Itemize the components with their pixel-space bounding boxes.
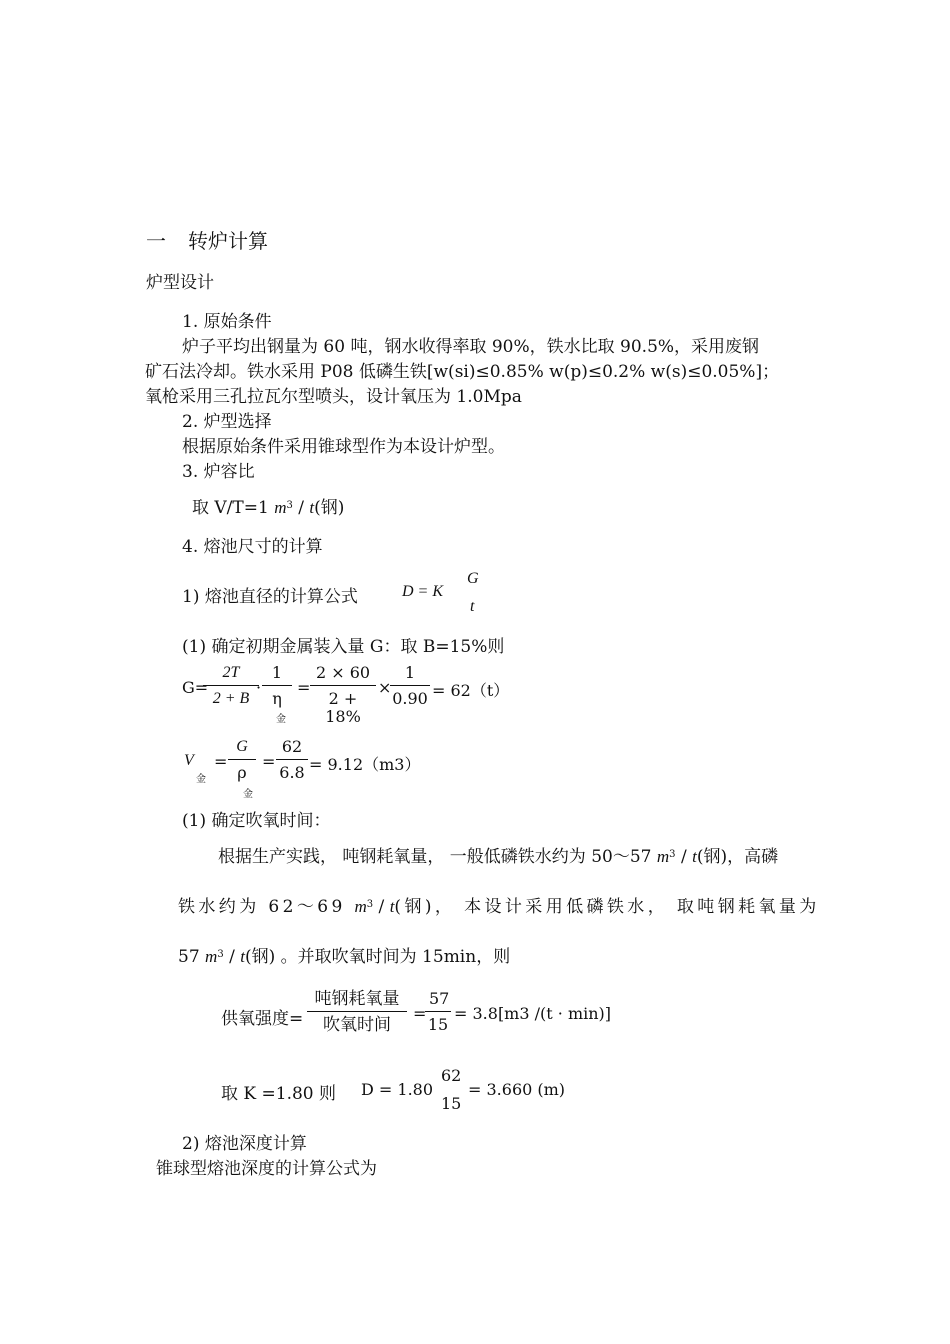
oxygen-line-3-text: 57 — [178, 947, 206, 967]
diameter-formula-den: t — [470, 598, 475, 615]
diameter-formula-label: 1) 熔池直径的计算公式 — [182, 587, 358, 607]
v-frac-2-num: 62 — [276, 738, 308, 760]
s3-unit-exp: 3 — [286, 500, 293, 511]
g-frac-3 — [310, 664, 376, 726]
oxygen-line-2-text: 铁水约为 62～69 — [178, 897, 355, 917]
depth-line-1: 锥球型熔池深度的计算公式为 — [156, 1159, 377, 1179]
unit-sep: / — [223, 947, 241, 967]
oxygen-line-1-tail: (钢)，高磷 — [696, 847, 779, 867]
s3-unit-m: m — [274, 498, 287, 517]
unit-t: t — [692, 847, 697, 866]
g-frac-2-sub: 金 — [276, 714, 286, 725]
g-frac-1 — [203, 664, 262, 708]
g-eq-1: = — [297, 678, 311, 697]
unit-exp: 3 — [669, 849, 676, 860]
k-frac-den: 15 — [441, 1094, 462, 1113]
unit-m: m — [354, 897, 367, 916]
diameter-formula-num: G — [467, 570, 479, 587]
supply-frac-2-num: 57 — [425, 990, 451, 1012]
g-frac-3-den: 2 + 18% — [325, 689, 361, 726]
v-frac-1-sub: 金 — [243, 789, 253, 800]
unit-sep: / — [373, 897, 390, 917]
v-frac-1-num: G — [228, 738, 256, 760]
v-frac-2 — [276, 738, 308, 782]
oxygen-line-2 — [178, 892, 820, 917]
s3-title: 3. 炉容比 — [182, 462, 255, 482]
g-frac-2 — [262, 664, 292, 708]
g-frac-4-num: 1 — [390, 664, 430, 686]
unit-t: t — [240, 947, 245, 966]
s3-unit-sep: / — [292, 498, 310, 518]
unit-exp: 3 — [366, 899, 374, 910]
s3-prefix: 取 V/T=1 — [192, 498, 275, 518]
depth-title: 2) 熔池深度计算 — [182, 1134, 307, 1154]
oxygen-label: (1) 确定吹氧时间： — [182, 811, 331, 831]
unit-t: t — [389, 897, 395, 916]
supply-result: = 3.8[m3 /(t · min)] — [454, 1004, 612, 1023]
oxygen-line-1-text: 根据生产实践， 吨钢耗氧量， 一般低磷铁水约为 50～57 — [218, 847, 657, 867]
oxygen-line-3 — [178, 942, 510, 967]
diameter-formula-lhs: D = K — [402, 583, 444, 600]
v-eq-1: = — [214, 752, 228, 771]
g-frac-1-den: 2 + B — [212, 690, 250, 707]
unit-sep: / — [675, 847, 693, 867]
s1-line2: 矿石法冷却。铁水采用 P08 低磷生铁[w(si)≤0.85% w(p)≤0.2% w(s)≤0.05%]； — [145, 362, 780, 382]
supply-frac-1-num: 吨钢耗氧量 — [307, 990, 407, 1012]
supply-frac-1 — [307, 990, 407, 1034]
supply-label: 供氧强度= — [221, 1009, 304, 1029]
k-result: = 3.660 (m) — [468, 1080, 566, 1099]
v-frac-1-den: ρ — [237, 763, 247, 782]
s3-unit-paren: (钢) — [314, 498, 345, 518]
k-lhs: D = 1.80 — [361, 1080, 434, 1099]
g-frac-4-den: 0.90 — [392, 689, 428, 708]
s2-title: 2. 炉型选择 — [182, 412, 272, 432]
v-frac-1 — [228, 738, 256, 782]
supply-frac-2 — [425, 990, 451, 1034]
g-dot: · — [256, 678, 262, 697]
supply-eq: = — [413, 1004, 427, 1023]
g-frac-2-den: η — [272, 689, 282, 708]
unit-exp: 3 — [217, 949, 224, 960]
s3-unit-t: t — [309, 498, 315, 517]
charge-label: (1) 确定初期金属装入量 G：取 B=15%则 — [182, 637, 505, 657]
k-prefix: 取 K =1.80 则 — [221, 1084, 337, 1104]
oxygen-line-3-tail: (钢) 。并取吹氧时间为 15min，则 — [244, 947, 511, 967]
g-frac-2-num: 1 — [262, 664, 292, 686]
s1-line1: 炉子平均出钢量为 60 吨，钢水收得率取 90%，铁水比取 90.5%，采用废钢 — [182, 337, 760, 357]
oxygen-line-1 — [218, 842, 778, 867]
supply-frac-1-den: 吹氧时间 — [323, 1015, 391, 1035]
supply-frac-2-den: 15 — [427, 1015, 449, 1034]
s2-line1: 根据原始条件采用锥球型作为本设计炉型。 — [182, 437, 505, 457]
v-lhs: V — [184, 752, 194, 769]
oxygen-line-2-tail: (钢)， 本设计采用低磷铁水， 取吨钢耗氧量为 — [394, 897, 820, 917]
v-frac-2-den: 6.8 — [279, 763, 305, 782]
subheading: 炉型设计 — [146, 273, 214, 293]
v-eq-2: = — [262, 752, 276, 771]
k-frac-num: 62 — [441, 1066, 462, 1085]
s4-title: 4. 熔池尺寸的计算 — [182, 537, 323, 557]
section-number: 一 — [146, 229, 166, 253]
s3-ratio — [192, 493, 344, 518]
v-lhs-sub: 金 — [196, 774, 206, 785]
s1-line3: 氧枪采用三孔拉瓦尔型喷头，设计氧压为 1.0Mpa — [145, 387, 522, 407]
g-frac-4 — [390, 664, 430, 708]
g-prefix: G= — [182, 678, 209, 697]
g-times: × — [378, 678, 392, 697]
s1-title: 1. 原始条件 — [182, 312, 272, 332]
g-frac-3-num: 2 × 60 — [310, 664, 376, 686]
section-title: 转炉计算 — [188, 229, 268, 253]
v-result: = 9.12（m3） — [309, 755, 421, 774]
g-frac-1-num: 2T — [203, 664, 259, 686]
unit-m: m — [205, 947, 218, 966]
g-result: = 62（t） — [432, 681, 510, 700]
unit-m: m — [656, 847, 670, 866]
